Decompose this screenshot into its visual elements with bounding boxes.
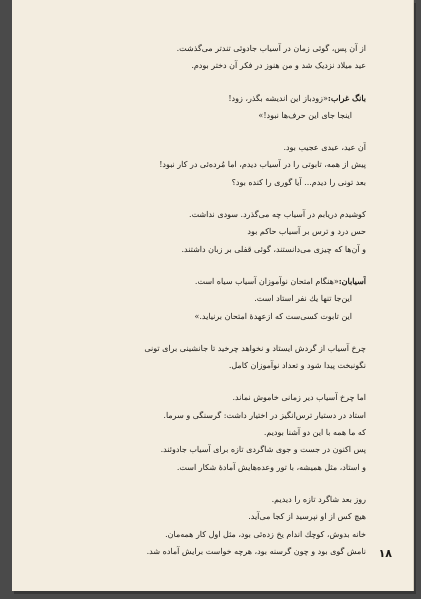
text-line: کوشیدم دریابم در آسیاب چه می‌گذرد. سودی نداشت. — [189, 210, 366, 220]
page-text — [46, 40, 366, 575]
speaker-label: آسیابان: — [338, 275, 366, 286]
text-line: روز بعد شاگرد تازه را دیدیم. — [271, 494, 366, 504]
text-line: عید میلاد نزدیک شد و من هنوز در فکر آن دختر بودم. — [191, 61, 366, 71]
text-line — [46, 90, 366, 107]
paragraph-6 — [46, 340, 366, 375]
text-line: استاد در دستیار ترس‌انگیز در اختیار داشت: گرسنگی و سرما. — [163, 410, 366, 420]
text-line: این‌جا تنها یك نفر استاد است. — [254, 294, 352, 304]
text-line: نگونبخت پیدا شود و تعداد نوآموزان کامل. — [228, 361, 366, 371]
paragraph-8 — [46, 491, 366, 560]
text-line: حس درد و ترس بر آسیاب حاکم بود — [247, 227, 366, 237]
text-line: که ما همه با این دو آشنا بودیم. — [263, 428, 366, 438]
text-line: پس اکنون در جست و جوی شاگردی تازه برای آسیاب جادوئند. — [160, 445, 366, 455]
paragraph-3 — [46, 139, 366, 191]
text-line: این تابوت کسی‌ست که ازعهدهٔ امتحان برنیاید.» — [194, 311, 352, 321]
paragraph-4 — [46, 206, 366, 258]
text-line: بعد تونی را دیدم... آیا گوری را کنده بود؟ — [231, 177, 366, 187]
text-line: از آن پس، گوئی زمان در آسیاب جادوئی تندتر می‌گذشت. — [176, 44, 366, 53]
text-line: اما چرخ آسیاب دیر زمانی خاموش نماند. — [232, 393, 366, 403]
text-line: نامش گوی بود و چون گرسنه بود، هرچه خواست برایش آماده شد. — [146, 546, 366, 556]
speaker-label: بانگ غراب: — [327, 92, 366, 103]
text-line — [46, 273, 366, 290]
text-line: هیچ کس از او نپرسید از کجا می‌آید. — [248, 512, 366, 522]
text-line: اینجا جای این حرف‌ها نبود!» — [258, 110, 352, 120]
text-line: پیش از همه، تابوتی را در آسیاب دیدم، اما مُرده‌ئی در کار نبود! — [159, 160, 366, 170]
paragraph-1 — [46, 40, 366, 75]
text-line: و آن‌ها که چیزی می‌دانستند، گوئی قفلی بر زبان داشتند. — [181, 244, 366, 254]
text-line: خانه بدوش، کوچك اندام یخ زده‌ئی بود، مثل اول کار همه‌مان. — [165, 529, 366, 539]
paragraph-2 — [46, 90, 366, 125]
text-line: و استاد، مثل همیشه، با تور وعده‌هایش آمادهٔ شکار است. — [176, 462, 366, 472]
page-number: ۱۸ — [378, 547, 392, 560]
dialogue-text: «هنگام امتحان نوآموزان آسیاب سیاه است. — [194, 276, 339, 286]
text-line: آن عید، عیدی عجیب بود. — [283, 143, 366, 153]
book-page — [12, 0, 414, 591]
text-line: چرخ آسیاب از گردش ایستاد و نخواهد چرخید تا جانشینی برای تونی — [144, 343, 366, 353]
dialogue-text: «زودباز این اندیشه بگذر، زود! — [228, 93, 328, 103]
paragraph-7 — [46, 389, 366, 475]
paragraph-5 — [46, 273, 366, 325]
